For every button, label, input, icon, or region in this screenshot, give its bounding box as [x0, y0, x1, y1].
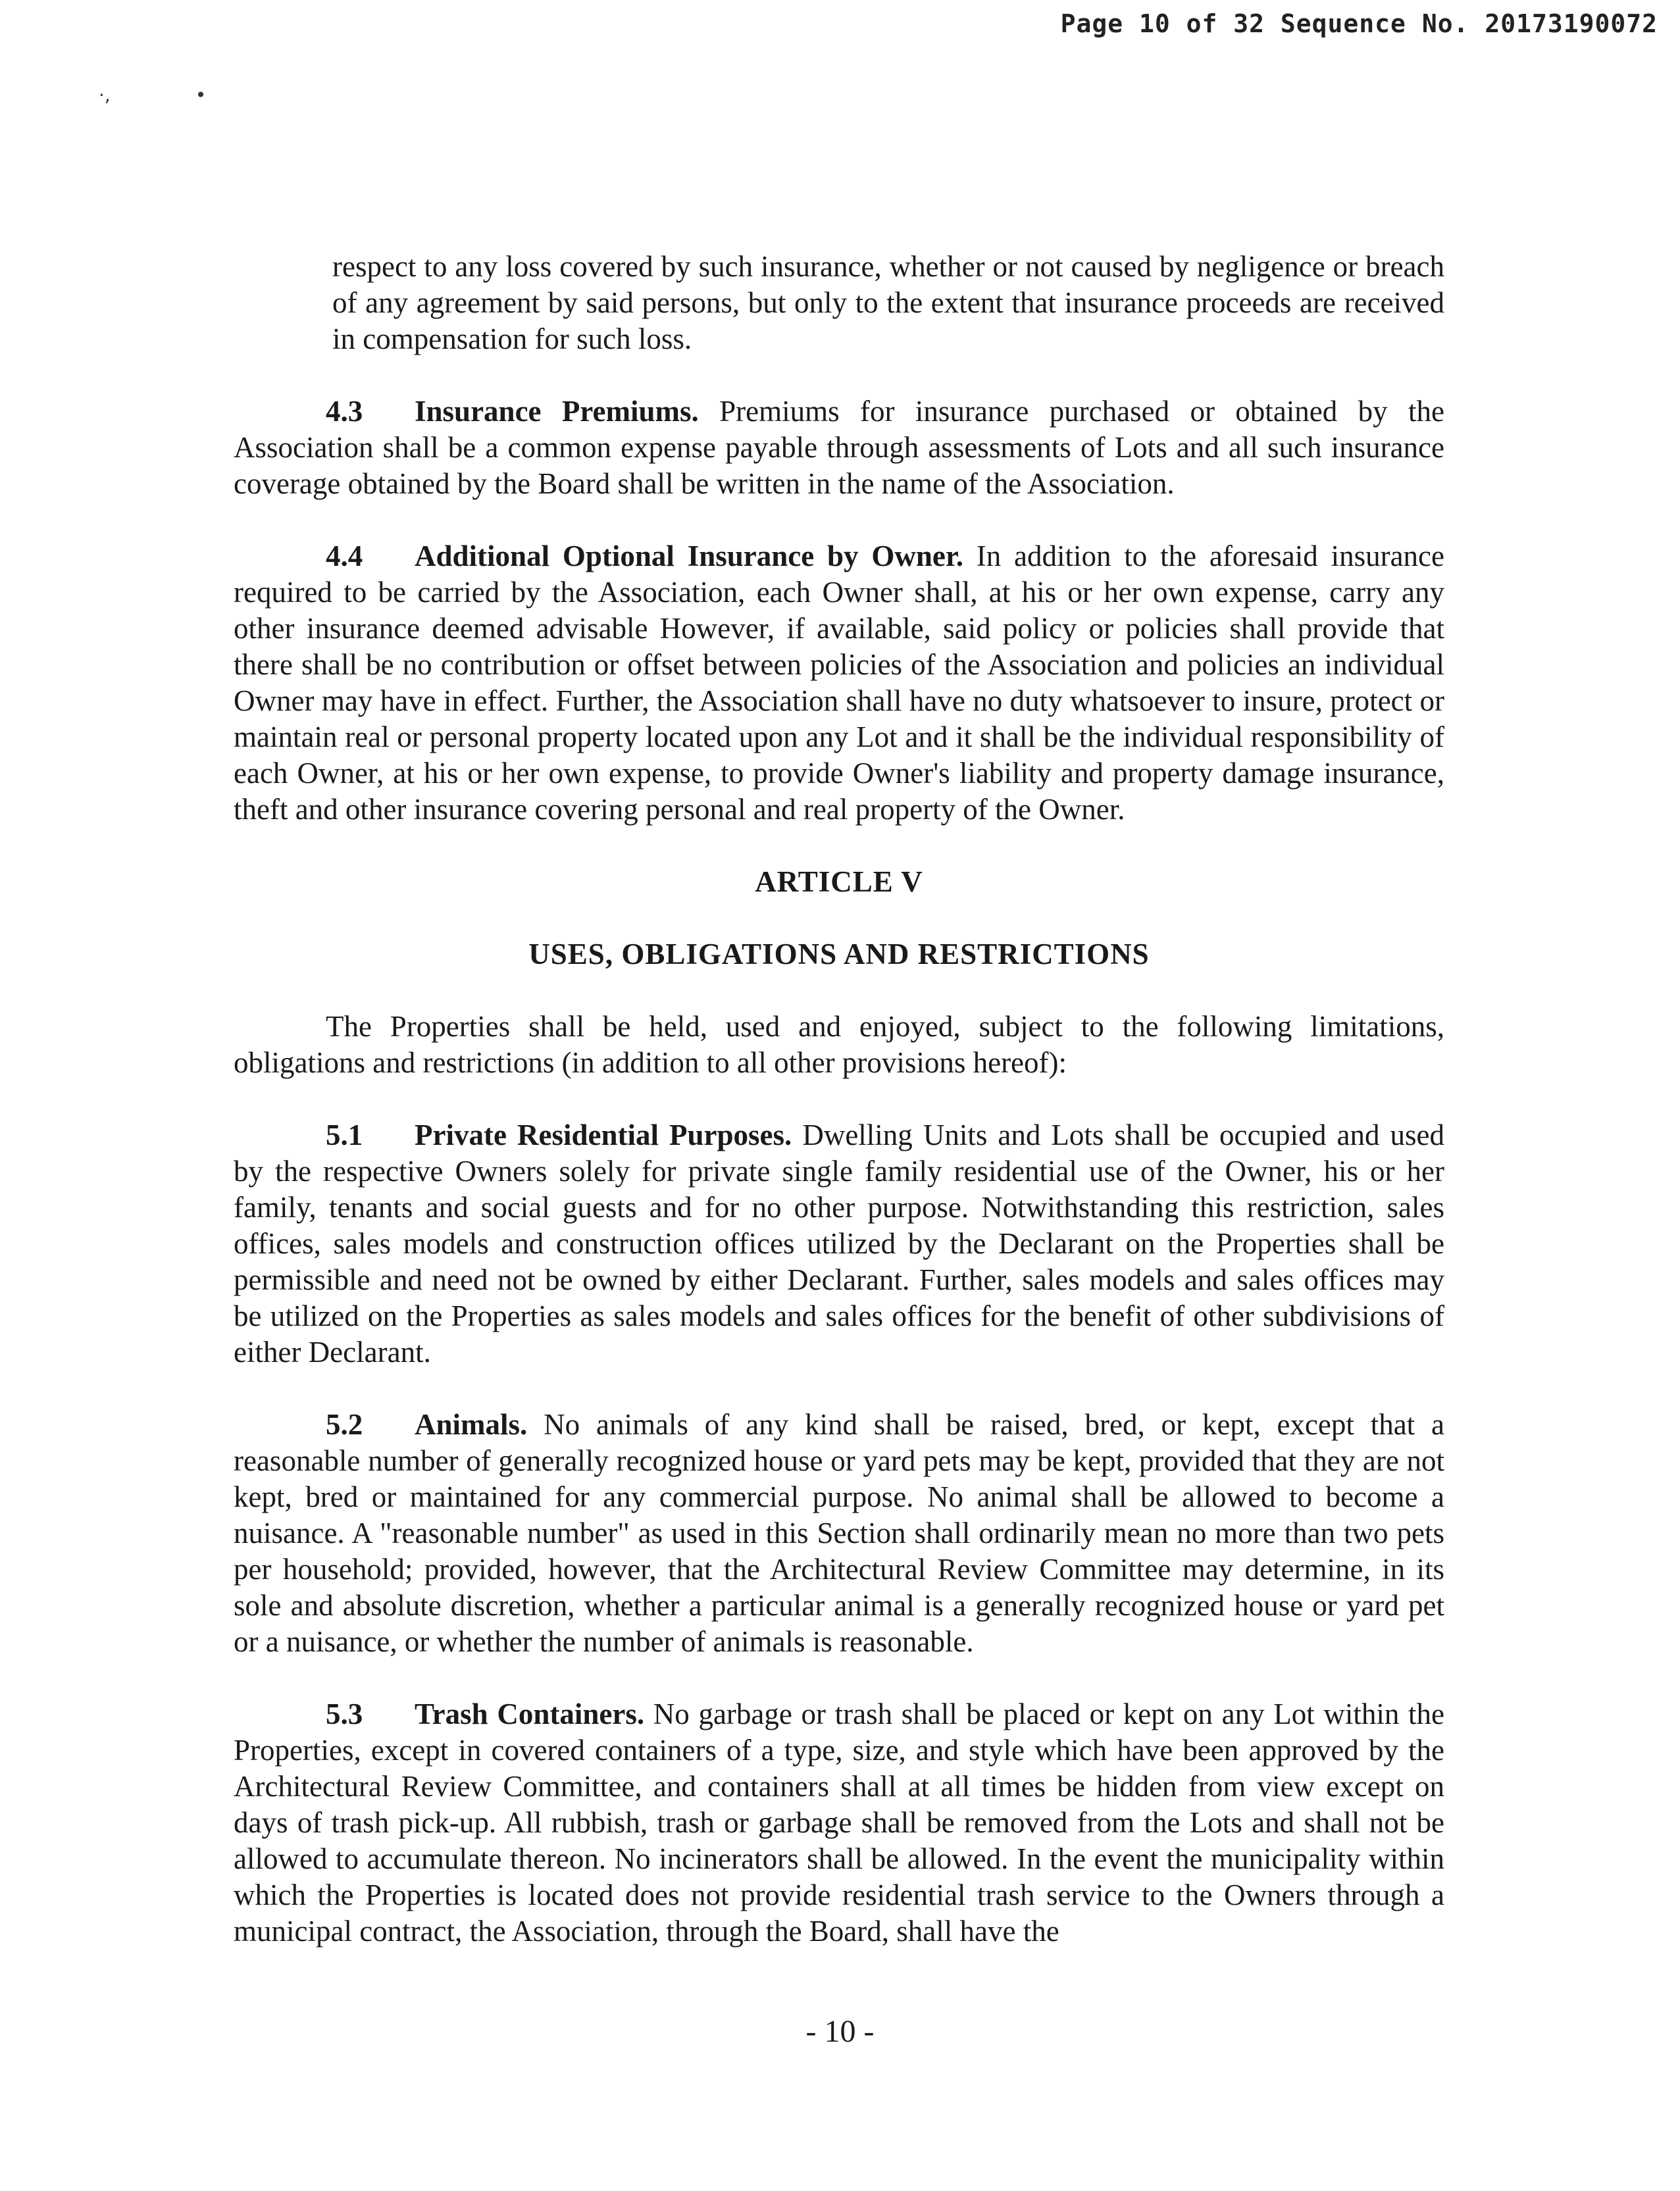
section-number: 4.4: [326, 540, 363, 572]
section-body: Dwelling Units and Lots shall be occupied and used by the respective Owners solely for private single family residential use of the Owner, his or her family, tenants and social guests and for no other purpose. Notwithstanding this restriction, sales offices, sales models and construction offices utilized by the Declarant on the Properties shall be permissible and need not be owned by either Declarant. Further, sales models and sales offices may be utilized on the Properties as sales models and sales offices for the benefit of other subdivisions of either Declarant.: [234, 1119, 1445, 1369]
continuation-paragraph: respect to any loss covered by such insurance, whether or not caused by negligence or breach of any agreement by said persons, but only to the extent that insurance proceeds are received in compensation for such loss.: [332, 250, 1444, 355]
section-5-1: [234, 1117, 1444, 1371]
scan-marks: [99, 84, 285, 106]
section-title: Private Residential Purposes.: [415, 1119, 792, 1151]
scan-mark: •: [195, 84, 207, 106]
section-number: 5.2: [326, 1408, 363, 1441]
page-header: Page 10 of 32 Sequence No. 20173190072: [1060, 9, 1658, 38]
section-title: Additional Optional Insurance by Owner.: [415, 540, 963, 572]
section-5-2: [234, 1407, 1444, 1660]
section-title: Trash Containers.: [415, 1698, 645, 1730]
section-body: In addition to the aforesaid insurance required to be carried by the Association, each Owner shall, at his or her own expense, carry any other insurance deemed advisable However, if available, said policy or policies shall provide that there shall be no contribution or offset between policies of the Association and policies an individual Owner may have in effect. Further, the Association shall have no duty whatsoever to insure, protect or maintain real or personal property located upon any Lot and it shall be the individual responsibility of each Owner, at his or her own expense, to provide Owner's liability and property damage insurance, theft and other insurance covering personal and real property of the Owner.: [234, 540, 1444, 826]
section-title: Insurance Premiums.: [415, 395, 699, 428]
section-4-3: [234, 393, 1444, 502]
document-body: [234, 249, 1444, 1950]
section-5-3: [234, 1696, 1444, 1950]
section-4-4: [234, 538, 1444, 828]
section-number: 4.3: [326, 395, 363, 428]
section-number: 5.1: [326, 1119, 363, 1151]
section-number: 5.3: [326, 1698, 363, 1730]
section-body: No animals of any kind shall be raised, bred, or kept, except that a reasonable number of generally recognized house or yard pets may be kept, provided that they are not kept, bred or maintained for any commercial purpose. No animal shall be allowed to become a nuisance. A "reasonable number" as used in this Section shall ordinarily mean no more than two pets per household; provided, however, that the Architectural Review Committee may determine, in its sole and absolute discretion, whether a particular animal is a generally recognized house or yard pet or a nuisance, or whether the number of animals is reasonable.: [234, 1408, 1445, 1658]
article-heading: ARTICLE V: [755, 865, 923, 898]
section-body: Premiums for insurance purchased or obtained by the Association shall be a common expense payable through assessments of Lots and all such insurance coverage obtained by the Board shall be written in the name of the Association.: [234, 395, 1444, 500]
section-title: Animals.: [415, 1408, 528, 1441]
page-number-footer: - 10 -: [805, 2014, 875, 2049]
article-subheading: USES, OBLIGATIONS AND RESTRICTIONS: [528, 938, 1150, 970]
section-body: No garbage or trash shall be placed or kept on any Lot within the Properties, except in covered containers of a type, size, and style which have been approved by the Architectural Review Committee, and containers shall at all times be hidden from view except on days of trash pick-up. All rubbish, trash or garbage shall be removed from the Lots and shall not be allowed to accumulate thereon. No incinerators shall be allowed. In the event the municipality within which the Properties is located does not provide residential trash service to the Owners through a municipal contract, the Association, through the Board, shall have the: [234, 1698, 1445, 1948]
article-intro: The Properties shall be held, used and enjoyed, subject to the following limitations, obligations and restrictions (in addition to all other provisions hereof):: [234, 1010, 1444, 1079]
scan-mark: ·,: [99, 84, 111, 106]
